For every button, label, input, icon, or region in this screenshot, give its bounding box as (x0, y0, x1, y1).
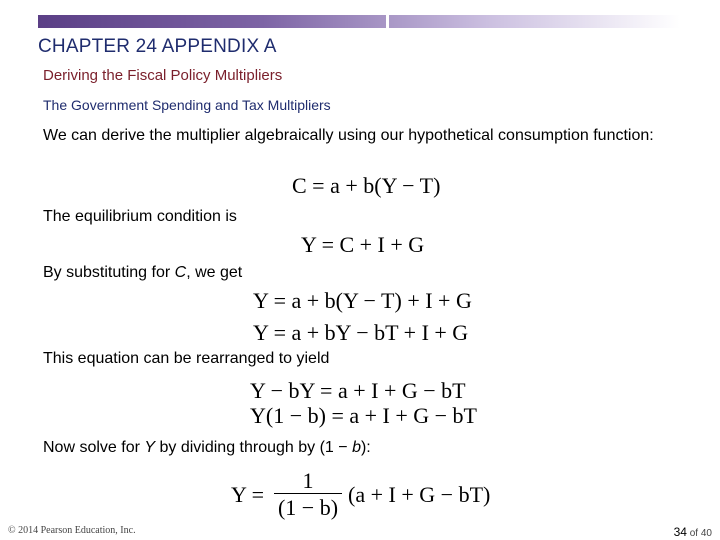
consumption-equation: C = a + b(Y − T) (292, 173, 441, 198)
solve-suffix: ): (360, 439, 371, 456)
multiplier-fraction (274, 469, 342, 520)
intro-text: We can derive the multiplier algebraically using our hypothetical consumption function: (43, 127, 654, 144)
fraction-denominator: (1 − b) (274, 493, 342, 520)
equilibrium-equation: Y = C + I + G (301, 232, 425, 257)
page-current: 34 (673, 525, 687, 539)
page-total: of 40 (689, 528, 712, 539)
substituted-equation-2: Y = a + bY − bT + I + G (253, 320, 469, 345)
solve-b-variable: b (352, 439, 361, 456)
substitution-variable: C (174, 264, 187, 281)
rearranged-equation-2: Y(1 − b) = a + I + G − bT (250, 403, 477, 428)
fraction-numerator: 1 (302, 468, 314, 493)
copyright-notice: © 2014 Pearson Education, Inc. (8, 525, 136, 536)
header-accent-bar (38, 15, 680, 28)
equilibrium-text: The equilibrium condition is (43, 208, 237, 225)
slide-subtitle: Deriving the Fiscal Policy Multipliers (43, 67, 283, 84)
solve-variable: Y (144, 439, 156, 456)
page-number (674, 525, 712, 539)
multiplier-equation (231, 469, 490, 520)
substitution-prefix: By substituting for (43, 264, 175, 281)
rearrange-text: This equation can be rearranged to yield (43, 350, 330, 367)
solve-text (43, 438, 371, 458)
substitution-suffix: , we get (186, 264, 243, 281)
section-heading: The Government Spending and Tax Multipliers (43, 97, 331, 113)
solve-middle: by dividing through by (1 − (155, 439, 353, 456)
substituted-equation-1: Y = a + b(Y − T) + I + G (253, 288, 472, 313)
multiplier-lhs: Y = (231, 481, 264, 507)
rearranged-equation-1: Y − bY = a + I + G − bT (250, 378, 466, 403)
multiplier-rhs: (a + I + G − bT) (348, 481, 491, 507)
chapter-title: CHAPTER 24 APPENDIX A (38, 36, 277, 57)
solve-prefix: Now solve for (43, 439, 145, 456)
substitution-text (43, 263, 242, 283)
